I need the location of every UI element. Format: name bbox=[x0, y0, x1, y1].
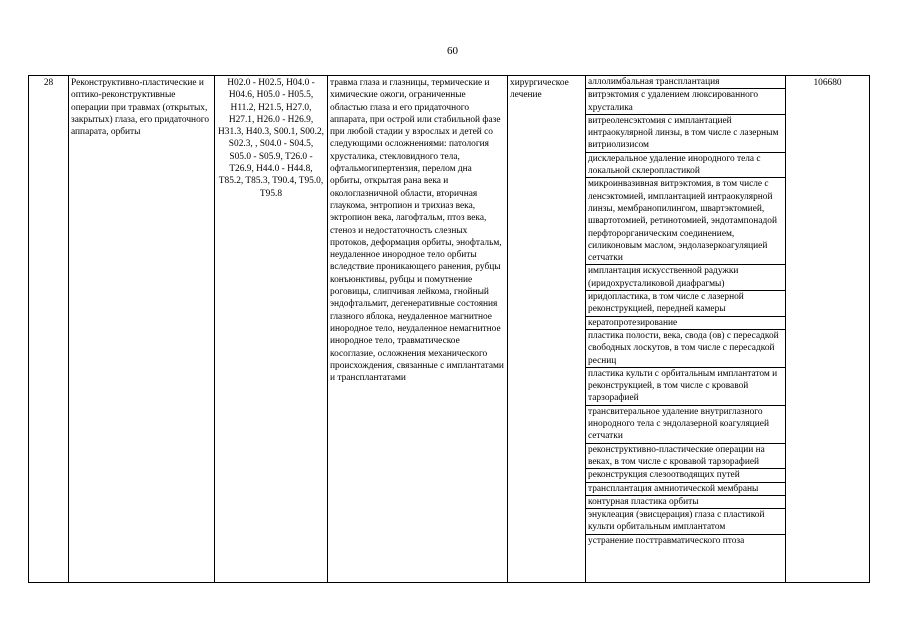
treatment-type-cell bbox=[508, 76, 586, 583]
profile-cell bbox=[69, 76, 215, 583]
price-value: 106680 bbox=[813, 78, 842, 88]
treatment-type: хирургическое лечение bbox=[510, 78, 569, 101]
procedure-item: устранение посттравматического птоза bbox=[588, 535, 745, 546]
procedure-item: имплантация искусственной радужки (иридохрусталиковой диафрагмы) bbox=[586, 265, 785, 291]
condition-text: травма глаза и глазницы, термические и химические ожоги, ограниченные областью глаза и его придаточного аппарата, при острой или стабильной фазе при любой стадии у взрослых и детей со следующими осложнениями: патология хрусталика, стекловидного тела, офтальмогипертензия, перелом дна орбиты, открытая рана века и окологлазничной области, вторичная глаукома, энтропион и трихиаз века, эктропион века, лагофтальм, птоз века, стеноз и недостаточность слезных протоков, деформация орбиты, энофтальм, неудаленное инородное тело орбиты вследствие проникающего ранения, рубцы конъюнктивы, рубцы и помутнение роговицы, слипчивая лейкома, гнойный эндофтальмит, дегенеративные состояния глазного яблока, неудаленное магнитное инородное тело, неудаленное немагнитное инородное тело, травматическое косоглазие, осложнения механического происхождения, связанные с имплантатами и трансплантатами bbox=[330, 78, 504, 384]
procedure-item: витреоленсэктомия с имплантацией интраокулярной линзы, в том числе с лазерным витриолизисом bbox=[586, 114, 785, 152]
procedure-item: аллолимбальная трансплантация bbox=[586, 76, 785, 89]
profile-text: Реконструктивно-пластические и оптико-реконструктивные операции при травмах (открытых, закрытых) глаза, его придаточного аппарата, орбиты bbox=[71, 78, 210, 138]
procedure-item: энуклеация (эвисцерация) глаза с пластикой культи орбитальным имплантатом bbox=[586, 509, 785, 535]
procedure-item: контурная пластика орбиты bbox=[586, 495, 785, 508]
procedure-item: пластика культи с орбитальным имплантатом и реконструкцией, в том числе с кровавой тарзорафией bbox=[586, 367, 785, 405]
procedure-item: пластика полости, века, свода (ов) с пересадкой свободных лоскутов, в том числе с пересадкой ресниц bbox=[586, 329, 785, 367]
procedures-list bbox=[586, 76, 785, 547]
page-number: 60 bbox=[447, 45, 458, 57]
row-number-cell bbox=[29, 76, 69, 583]
procedure-item: реконструктивно-пластические операции на веках, в том числе с кровавой тарзорафией bbox=[586, 443, 785, 469]
procedure-item: трансвитеральное удаление внутриглазного инородного тела с эндолазерной коагуляцией сетчатки bbox=[586, 405, 785, 443]
procedure-item: кератопротезирование bbox=[586, 316, 785, 329]
procedure-item: дисклеральное удаление инородного тела с локальной склеропластикой bbox=[586, 152, 785, 178]
procedure-item: трансплантация амниотической мембраны bbox=[586, 482, 785, 495]
condition-cell bbox=[328, 76, 508, 583]
icd-codes-cell bbox=[215, 76, 328, 583]
row-number: 28 bbox=[43, 78, 54, 88]
icd-codes: H02.0 - H02.5, H04.0 - H04.6, H05.0 - H05.5, H11.2, H21.5, H27.0, H27.1, H26.0 - H26.9, H31.3, H40.3, S00.1, S00.2, S02.3, , S04.0 - S04.5, S05.0 - S05.9, T26.0 - T26.9, H44.0 - H44.8, T85.2, T85.3, T90.4, T95.0, T95.8 bbox=[218, 78, 324, 199]
procedure-table bbox=[28, 75, 870, 583]
price-cell bbox=[786, 76, 870, 583]
procedure-item: витрэктомия с удалением люксированного хрусталика bbox=[586, 89, 785, 115]
procedures-cell bbox=[586, 76, 786, 583]
table-row bbox=[29, 76, 870, 583]
procedure-item: реконструкция слезоотводящих путей bbox=[586, 469, 785, 482]
procedure-item: микроинвазивная витрэктомия, в том числе с ленсэктомией, имплантацией интраокулярной линзы, мембранопилингом, швартэктомией, швартотомией, ретинотомией, эндотампонадой перфторорганическим соединением, силиконовым маслом, эндолазеркоагуляцией сетчатки bbox=[586, 178, 785, 265]
procedure-item: иридопластика, в том числе с лазерной реконструкцией, передней камеры bbox=[586, 291, 785, 317]
